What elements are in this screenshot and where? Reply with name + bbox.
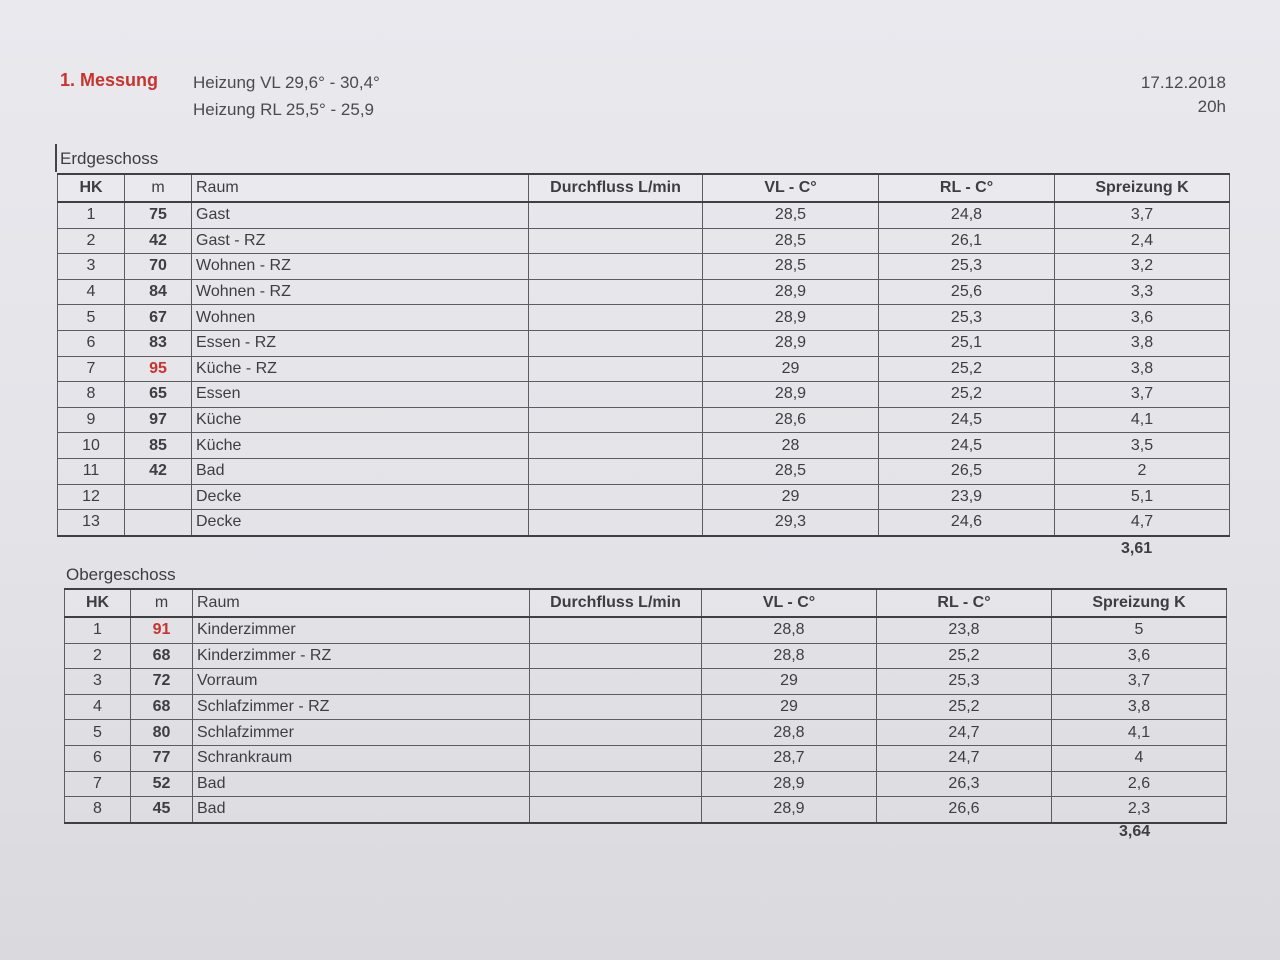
cell-durchfluss xyxy=(530,617,702,643)
col-header-hk: HK xyxy=(58,174,125,202)
table-row xyxy=(58,510,1230,536)
cell-hk: 7 xyxy=(65,771,131,797)
cell-spreizung: 4,7 xyxy=(1055,510,1230,536)
cell-raum: Küche xyxy=(192,407,529,433)
cell-vl: 29,3 xyxy=(703,510,879,536)
cell-raum: Schlafzimmer xyxy=(193,720,530,746)
measurement-time: 20h xyxy=(1197,97,1226,116)
cell-vl: 28,7 xyxy=(702,745,877,771)
table-row xyxy=(58,407,1230,433)
cell-raum: Küche xyxy=(192,433,529,459)
cell-vl: 29 xyxy=(702,694,877,720)
cell-hk: 4 xyxy=(65,694,131,720)
cell-raum: Kinderzimmer - RZ xyxy=(193,643,530,669)
cell-m: 75 xyxy=(125,202,192,228)
cell-hk: 6 xyxy=(65,745,131,771)
cell-hk: 5 xyxy=(65,720,131,746)
erdgeschoss-average: 3,61 xyxy=(1121,540,1153,557)
cell-vl: 28,5 xyxy=(703,254,879,280)
cell-spreizung: 2,6 xyxy=(1052,771,1227,797)
cell-vl: 28,8 xyxy=(702,617,877,643)
cell-rl: 24,5 xyxy=(879,433,1055,459)
cell-spreizung: 3,7 xyxy=(1055,382,1230,408)
table-row xyxy=(58,458,1230,484)
cell-vl: 28,9 xyxy=(703,330,879,356)
cell-m xyxy=(125,510,192,536)
cell-spreizung: 3,5 xyxy=(1055,433,1230,459)
cell-rl: 24,5 xyxy=(879,407,1055,433)
cell-raum: Küche - RZ xyxy=(192,356,529,382)
cell-vl: 29 xyxy=(702,669,877,695)
measurement-date: 17.12.2018 xyxy=(1140,73,1226,92)
table-row xyxy=(58,279,1230,305)
cell-rl: 25,6 xyxy=(879,279,1055,305)
cell-vl: 28,9 xyxy=(703,305,879,331)
cell-durchfluss xyxy=(530,745,702,771)
cell-rl: 26,3 xyxy=(877,771,1052,797)
cell-spreizung: 4,1 xyxy=(1052,720,1227,746)
cell-hk: 5 xyxy=(58,305,125,331)
cell-rl: 24,8 xyxy=(879,202,1055,228)
cell-durchfluss xyxy=(530,643,702,669)
cell-vl: 28,5 xyxy=(703,228,879,254)
cell-vl: 28,8 xyxy=(702,720,877,746)
cell-raum: Wohnen - RZ xyxy=(192,254,529,280)
cell-raum: Bad xyxy=(193,771,530,797)
cell-spreizung: 3,8 xyxy=(1052,694,1227,720)
cell-m: 83 xyxy=(125,330,192,356)
cell-rl: 25,3 xyxy=(879,305,1055,331)
cell-spreizung: 3,6 xyxy=(1055,305,1230,331)
table-row xyxy=(58,202,1230,228)
cell-vl: 28,8 xyxy=(702,643,877,669)
cell-m: 52 xyxy=(131,771,193,797)
table-row xyxy=(65,797,1227,823)
cell-hk: 7 xyxy=(58,356,125,382)
cell-rl: 23,8 xyxy=(877,617,1052,643)
col-header-vl: VL - C° xyxy=(702,589,877,617)
col-header-m: m xyxy=(125,174,192,202)
table-row xyxy=(65,720,1227,746)
cell-vl: 28,9 xyxy=(702,771,877,797)
cell-vl: 29 xyxy=(703,484,879,510)
cell-spreizung: 4 xyxy=(1052,745,1227,771)
cell-durchfluss xyxy=(529,202,703,228)
cell-durchfluss xyxy=(529,458,703,484)
cell-rl: 24,7 xyxy=(877,745,1052,771)
cell-hk: 3 xyxy=(65,669,131,695)
cell-hk: 1 xyxy=(65,617,131,643)
cell-m: 77 xyxy=(131,745,193,771)
cell-raum: Decke xyxy=(192,484,529,510)
col-header-spreizung: Spreizung K xyxy=(1052,589,1227,617)
col-header-rl: RL - C° xyxy=(879,174,1055,202)
cell-spreizung: 2 xyxy=(1055,458,1230,484)
cell-m: 84 xyxy=(125,279,192,305)
cell-rl: 26,1 xyxy=(879,228,1055,254)
table-row xyxy=(58,382,1230,408)
cell-m: 68 xyxy=(131,694,193,720)
cell-raum: Bad xyxy=(193,797,530,823)
col-header-m: m xyxy=(131,589,193,617)
cell-rl: 23,9 xyxy=(879,484,1055,510)
cell-hk: 1 xyxy=(58,202,125,228)
cell-spreizung: 3,7 xyxy=(1052,669,1227,695)
cell-rl: 26,6 xyxy=(877,797,1052,823)
table-row xyxy=(58,254,1230,280)
cell-durchfluss xyxy=(530,720,702,746)
cell-raum: Essen xyxy=(192,382,529,408)
cell-hk: 8 xyxy=(65,797,131,823)
table-row xyxy=(65,694,1227,720)
cell-raum: Schrankraum xyxy=(193,745,530,771)
cell-spreizung: 5 xyxy=(1052,617,1227,643)
col-header-spreizung: Spreizung K xyxy=(1055,174,1230,202)
cell-spreizung: 3,6 xyxy=(1052,643,1227,669)
cell-spreizung: 3,8 xyxy=(1055,356,1230,382)
col-header-vl: VL - C° xyxy=(703,174,879,202)
table-row xyxy=(58,356,1230,382)
cell-durchfluss xyxy=(530,694,702,720)
cell-spreizung: 2,3 xyxy=(1052,797,1227,823)
cell-rl: 25,3 xyxy=(877,669,1052,695)
cell-durchfluss xyxy=(530,669,702,695)
table-row xyxy=(65,643,1227,669)
cell-raum: Wohnen xyxy=(192,305,529,331)
cell-durchfluss xyxy=(529,305,703,331)
section-divider xyxy=(55,144,57,172)
cell-durchfluss xyxy=(529,484,703,510)
table-row xyxy=(65,617,1227,643)
col-header-raum: Raum xyxy=(193,589,530,617)
cell-rl: 25,2 xyxy=(879,382,1055,408)
heating-rl-range: Heizung RL 25,5° - 25,9 xyxy=(193,100,374,119)
heating-vl-range: Heizung VL 29,6° - 30,4° xyxy=(193,73,380,92)
cell-raum: Gast xyxy=(192,202,529,228)
cell-vl: 28,6 xyxy=(703,407,879,433)
cell-vl: 28,9 xyxy=(703,382,879,408)
cell-hk: 11 xyxy=(58,458,125,484)
table-header-row xyxy=(65,589,1227,617)
cell-m: 45 xyxy=(131,797,193,823)
col-header-durchfluss: Durchfluss L/min xyxy=(530,589,702,617)
cell-hk: 10 xyxy=(58,433,125,459)
table-row xyxy=(58,484,1230,510)
cell-spreizung: 3,8 xyxy=(1055,330,1230,356)
cell-rl: 25,2 xyxy=(877,694,1052,720)
cell-m xyxy=(125,484,192,510)
cell-vl: 28,5 xyxy=(703,458,879,484)
cell-hk: 6 xyxy=(58,330,125,356)
cell-spreizung: 3,3 xyxy=(1055,279,1230,305)
cell-raum: Wohnen - RZ xyxy=(192,279,529,305)
cell-durchfluss xyxy=(529,356,703,382)
cell-m: 65 xyxy=(125,382,192,408)
cell-durchfluss xyxy=(530,771,702,797)
table-row xyxy=(65,745,1227,771)
table-row xyxy=(58,433,1230,459)
cell-rl: 24,6 xyxy=(879,510,1055,536)
cell-hk: 12 xyxy=(58,484,125,510)
cell-vl: 28 xyxy=(703,433,879,459)
col-header-hk: HK xyxy=(65,589,131,617)
cell-vl: 28,9 xyxy=(702,797,877,823)
cell-m: 97 xyxy=(125,407,192,433)
cell-spreizung: 2,4 xyxy=(1055,228,1230,254)
cell-durchfluss xyxy=(529,510,703,536)
cell-raum: Gast - RZ xyxy=(192,228,529,254)
cell-m: 91 xyxy=(131,617,193,643)
cell-durchfluss xyxy=(529,407,703,433)
obergeschoss-table xyxy=(64,588,1227,824)
cell-spreizung: 5,1 xyxy=(1055,484,1230,510)
cell-durchfluss xyxy=(529,279,703,305)
cell-m: 72 xyxy=(131,669,193,695)
cell-m: 42 xyxy=(125,458,192,484)
cell-durchfluss xyxy=(529,382,703,408)
cell-raum: Decke xyxy=(192,510,529,536)
table-row xyxy=(65,669,1227,695)
cell-durchfluss xyxy=(530,797,702,823)
cell-raum: Schlafzimmer - RZ xyxy=(193,694,530,720)
cell-raum: Essen - RZ xyxy=(192,330,529,356)
cell-rl: 25,2 xyxy=(877,643,1052,669)
cell-m: 95 xyxy=(125,356,192,382)
obergeschoss-average: 3,64 xyxy=(1119,823,1151,840)
cell-spreizung: 4,1 xyxy=(1055,407,1230,433)
col-header-durchfluss: Durchfluss L/min xyxy=(529,174,703,202)
cell-durchfluss xyxy=(529,433,703,459)
cell-hk: 2 xyxy=(58,228,125,254)
cell-hk: 13 xyxy=(58,510,125,536)
cell-m: 80 xyxy=(131,720,193,746)
col-header-raum: Raum xyxy=(192,174,529,202)
cell-vl: 28,5 xyxy=(703,202,879,228)
cell-rl: 25,1 xyxy=(879,330,1055,356)
col-header-rl: RL - C° xyxy=(877,589,1052,617)
table-row xyxy=(65,771,1227,797)
cell-rl: 24,7 xyxy=(877,720,1052,746)
cell-durchfluss xyxy=(529,330,703,356)
cell-m: 70 xyxy=(125,254,192,280)
cell-raum: Kinderzimmer xyxy=(193,617,530,643)
section-title-erdgeschoss: Erdgeschoss xyxy=(60,149,159,168)
erdgeschoss-table xyxy=(57,173,1230,537)
cell-rl: 26,5 xyxy=(879,458,1055,484)
table-header-row xyxy=(58,174,1230,202)
cell-raum: Bad xyxy=(192,458,529,484)
cell-hk: 4 xyxy=(58,279,125,305)
cell-hk: 3 xyxy=(58,254,125,280)
cell-rl: 25,2 xyxy=(879,356,1055,382)
section-title-obergeschoss: Obergeschoss xyxy=(66,565,176,584)
cell-durchfluss xyxy=(529,254,703,280)
cell-hk: 8 xyxy=(58,382,125,408)
cell-m: 67 xyxy=(125,305,192,331)
cell-vl: 29 xyxy=(703,356,879,382)
measurement-title: 1. Messung xyxy=(60,70,159,90)
table-row xyxy=(58,305,1230,331)
table-row xyxy=(58,228,1230,254)
cell-spreizung: 3,7 xyxy=(1055,202,1230,228)
cell-raum: Vorraum xyxy=(193,669,530,695)
cell-m: 68 xyxy=(131,643,193,669)
cell-m: 85 xyxy=(125,433,192,459)
cell-rl: 25,3 xyxy=(879,254,1055,280)
cell-vl: 28,9 xyxy=(703,279,879,305)
cell-spreizung: 3,2 xyxy=(1055,254,1230,280)
cell-hk: 9 xyxy=(58,407,125,433)
cell-hk: 2 xyxy=(65,643,131,669)
table-row xyxy=(58,330,1230,356)
cell-durchfluss xyxy=(529,228,703,254)
cell-m: 42 xyxy=(125,228,192,254)
